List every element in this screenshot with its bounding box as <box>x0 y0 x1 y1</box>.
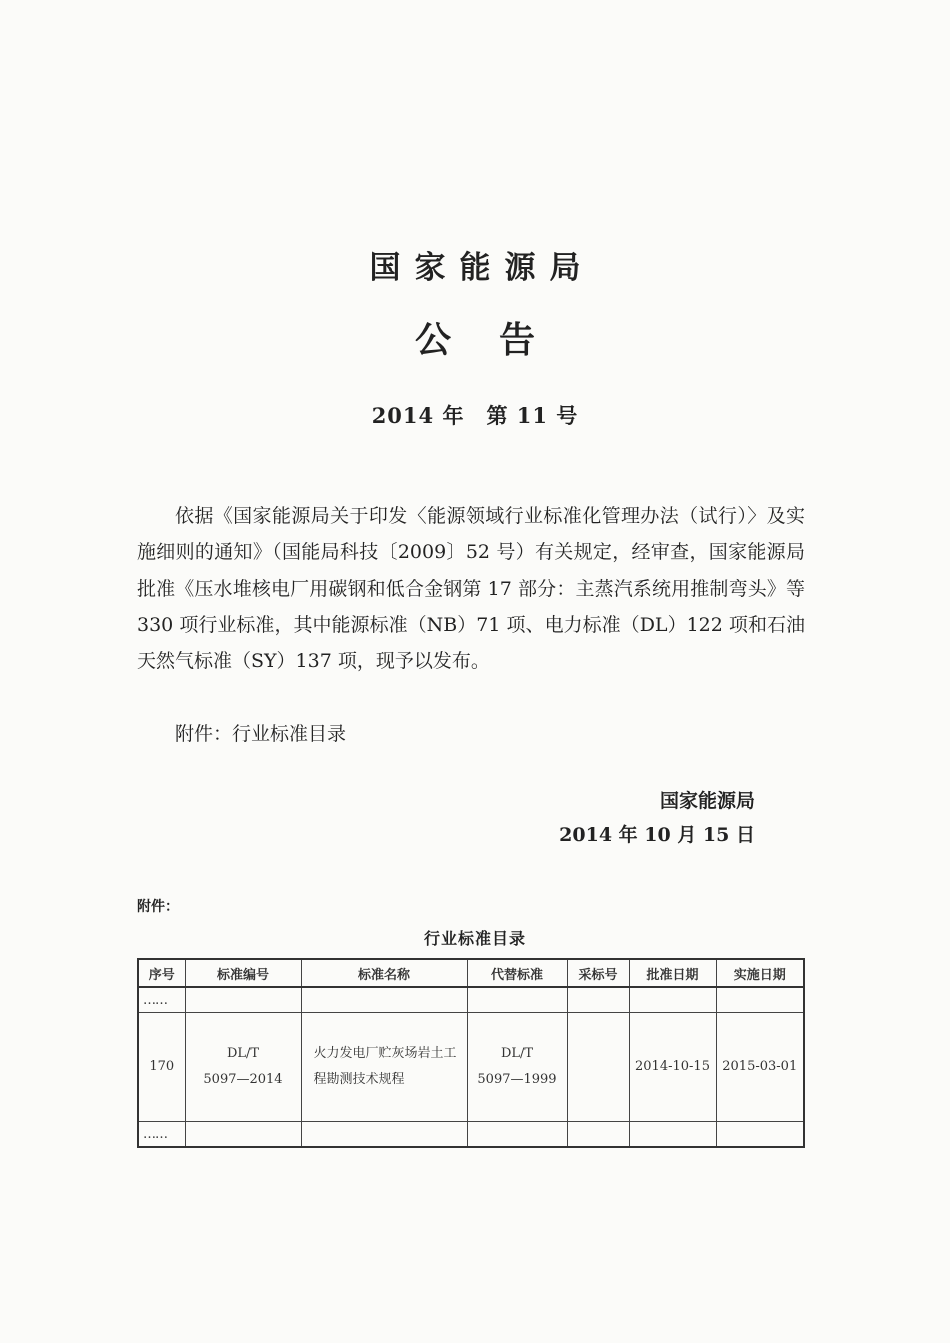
column-header: 代替标准 <box>467 959 567 987</box>
catalog-title: 行业标准目录 <box>423 929 526 948</box>
agency-title: 国家能源局 <box>369 250 595 286</box>
adopted-standard-cell <box>567 1013 629 1122</box>
table-row-ellipsis <box>138 987 804 1013</box>
signature-date: 2014 年 10 月 15 日 <box>559 824 755 846</box>
column-header: 批准日期 <box>629 959 716 987</box>
standard-name-cell: 火力发电厂贮灰场岩土工程勘测技术规程 <box>301 1013 467 1122</box>
signature-agency: 国家能源局 <box>659 790 755 812</box>
column-header: 采标号 <box>567 959 629 987</box>
notice-title: 公告 <box>414 320 583 361</box>
standards-catalog-table <box>137 958 805 1148</box>
column-header: 序号 <box>138 959 185 987</box>
column-header: 标准名称 <box>301 959 467 987</box>
seq-cell: 170 <box>138 1013 185 1122</box>
ellipsis-cell: …… <box>138 987 185 1013</box>
notice-number: 2014 年 第 11 号 <box>371 403 579 428</box>
column-header: 标准编号 <box>185 959 301 987</box>
ellipsis-cell: …… <box>138 1122 185 1148</box>
announcement-paragraph: 依据《国家能源局关于印发〈能源领域行业标准化管理办法（试行）〉及实施细则的通知》（国能局科技〔2009〕52 号）有关规定，经审查，国家能源局批准《压水堆核电厂用碳钢和低合金钢第 17 部分：主蒸汽系统用推制弯头》等 330 项行业标准，其中能源标准（NB）71 项、电力标准（DL）122 项和石油天然气标准（SY）137 项，现予以发布。 <box>137 505 805 673</box>
standard-code-cell: DL/T 5097—2014 <box>185 1013 301 1122</box>
attachment-label: 附件： <box>137 899 179 915</box>
column-header: 实施日期 <box>716 959 804 987</box>
attachment-reference: 附件：行业标准目录 <box>175 723 347 745</box>
approval-date-cell: 2014-10-15 <box>629 1013 716 1122</box>
table-header-row <box>138 959 804 987</box>
table-row-ellipsis <box>138 1122 804 1148</box>
replaced-standard-cell: DL/T 5097—1999 <box>467 1013 567 1122</box>
effective-date-cell: 2015-03-01 <box>716 1013 804 1122</box>
table-row <box>138 1013 804 1122</box>
